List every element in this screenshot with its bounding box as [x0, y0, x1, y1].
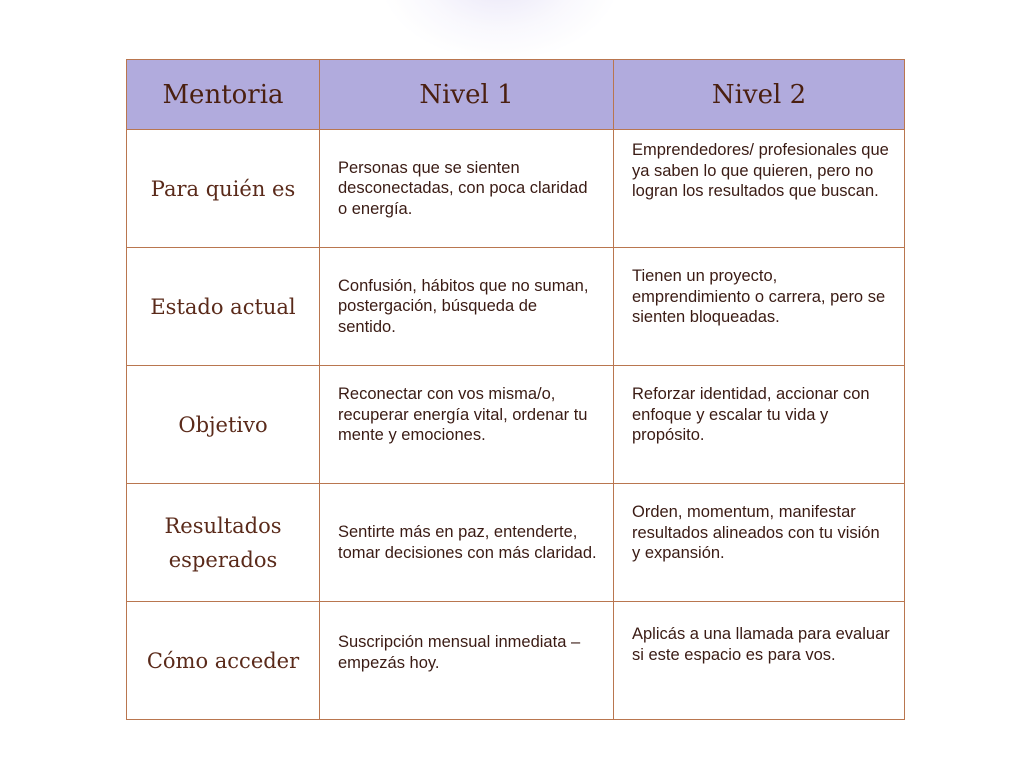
row-como-acceder: [127, 602, 905, 720]
row-objetivo: [127, 366, 905, 484]
row-label: Estado actual: [127, 248, 320, 366]
nivel-2-cell: Reforzar identidad, accionar con enfoque y escalar tu vida y propósito.: [614, 366, 905, 484]
row-label: Objetivo: [127, 366, 320, 484]
row-estado-actual: [127, 248, 905, 366]
nivel-1-cell: Sentirte más en paz, entenderte, tomar decisiones con más claridad.: [320, 484, 614, 602]
nivel-2-cell: Emprendedores/ profesionales que ya saben lo que quieren, pero no logran los resultados que buscan.: [614, 130, 905, 248]
nivel-1-cell: Suscripción mensual inmediata – empezás hoy.: [320, 602, 614, 720]
row-para-quien-es: [127, 130, 905, 248]
row-resultados-esperados: [127, 484, 905, 602]
header-mentoria: Mentoria: [127, 60, 320, 130]
background-glow: [380, 0, 620, 60]
mentoria-comparison-table: [126, 59, 905, 720]
nivel-2-cell: Aplicás a una llamada para evaluar si este espacio es para vos.: [614, 602, 905, 720]
header-nivel-2: Nivel 2: [614, 60, 905, 130]
row-label: Resultados esperados: [127, 484, 320, 602]
nivel-1-cell: Reconectar con vos misma/o, recuperar energía vital, ordenar tu mente y emociones.: [320, 366, 614, 484]
nivel-1-cell: Personas que se sienten desconectadas, con poca claridad o energía.: [320, 130, 614, 248]
nivel-2-cell: Orden, momentum, manifestar resultados alineados con tu visión y expansión.: [614, 484, 905, 602]
header-nivel-1: Nivel 1: [320, 60, 614, 130]
row-label: Para quién es: [127, 130, 320, 248]
nivel-2-cell: Tienen un proyecto, emprendimiento o carrera, pero se sienten bloqueadas.: [614, 248, 905, 366]
header-row: [127, 60, 905, 130]
row-label: Cómo acceder: [127, 602, 320, 720]
nivel-1-cell: Confusión, hábitos que no suman, postergación, búsqueda de sentido.: [320, 248, 614, 366]
